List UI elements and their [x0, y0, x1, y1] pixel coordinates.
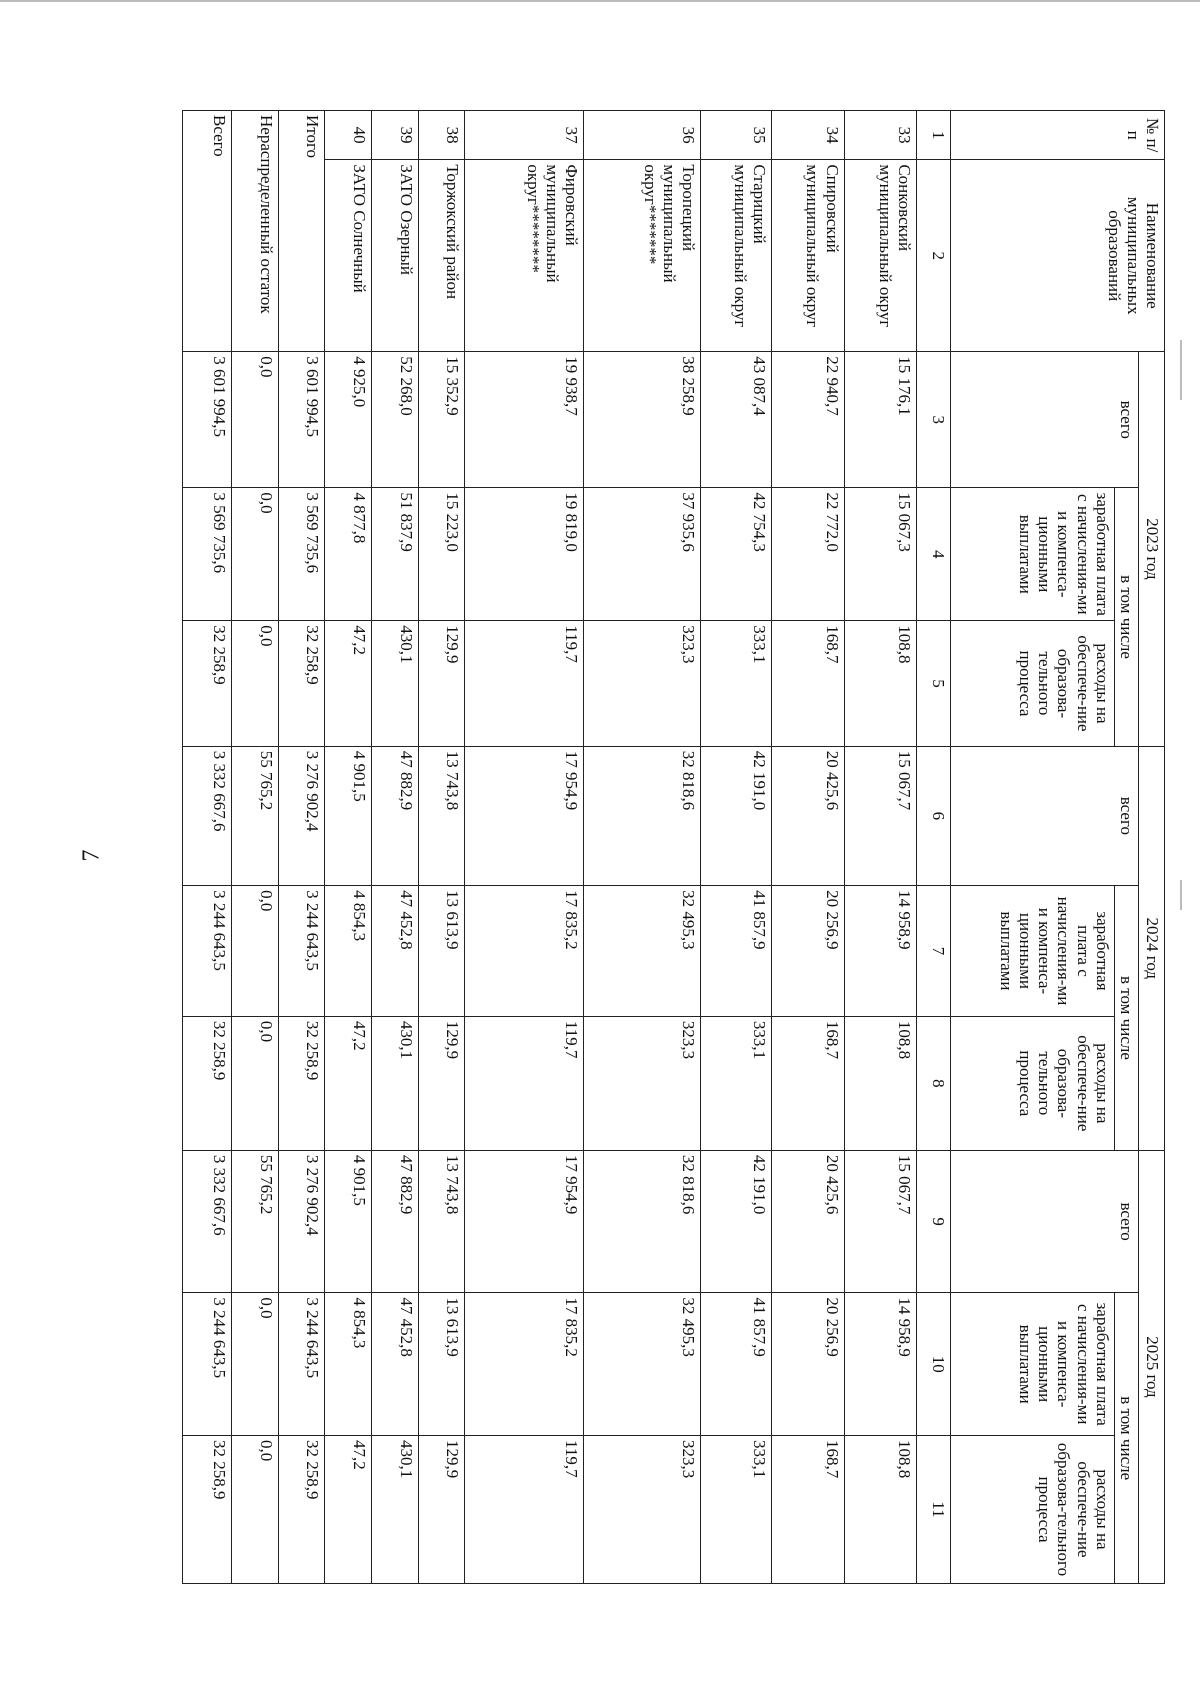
- summary-row: [183, 111, 232, 1584]
- cell-expenses-2025: 129,9: [418, 1435, 465, 1583]
- cell-total-2025: 47 882,9: [372, 1150, 419, 1293]
- cell-salary-2024: 14 958,9: [844, 886, 917, 1017]
- cell-expenses-2025: 430,1: [372, 1435, 419, 1583]
- header-total-2024: всего: [950, 746, 1138, 885]
- summary-label: Итого: [278, 111, 325, 352]
- column-number: 7: [917, 886, 951, 1017]
- cell-salary-2023: 22 772,0: [772, 488, 845, 621]
- cell-expenses-2024: 333,1: [700, 1016, 771, 1150]
- cell-salary-2024: 13 613,9: [418, 886, 465, 1017]
- cell-total-2025: 20 425,6: [772, 1150, 845, 1293]
- column-number: 3: [917, 352, 951, 488]
- cell-expenses-2024: 32 258,9: [183, 1016, 232, 1150]
- cell-expenses-2025: 333,1: [700, 1435, 771, 1583]
- cell-total-2023: 3 601 994,5: [183, 352, 232, 488]
- cell-salary-2023: 3 569 735,6: [183, 488, 232, 621]
- cell-total-2024: 15 067,7: [844, 746, 917, 885]
- cell-expenses-2025: 32 258,9: [183, 1435, 232, 1583]
- cell-total-2024: 55 765,2: [232, 746, 279, 885]
- column-number: 1: [917, 111, 951, 160]
- header-year-2024: 2024 год: [1139, 746, 1165, 1150]
- summary-label: Нераспределенный остаток: [232, 111, 279, 352]
- cell-salary-2024: 17 835,2: [465, 886, 584, 1017]
- cell-expenses-2023: 129,9: [418, 621, 465, 746]
- cell-total-2024: 42 191,0: [700, 746, 771, 885]
- cell-salary-2023: 15 223,0: [418, 488, 465, 621]
- cell-expenses-2023: 47,2: [325, 621, 372, 746]
- cell-expenses-2023: 119,7: [465, 621, 584, 746]
- table-row: [700, 111, 771, 1584]
- cell-expenses-2023: 430,1: [372, 621, 419, 746]
- cell-expenses-2025: 323,3: [584, 1435, 701, 1583]
- scan-border-top: [0, 0, 1200, 2]
- cell-expenses-2024: 119,7: [465, 1016, 584, 1150]
- cell-total-2025: 42 191,0: [700, 1150, 771, 1293]
- cell-salary-2024: 41 857,9: [700, 886, 771, 1017]
- column-number: 11: [917, 1435, 951, 1583]
- header-salary-2023: заработная плата с начисления-ми и компенса-ционными выплатами: [950, 488, 1114, 621]
- cell-expenses-2023: 32 258,9: [278, 621, 325, 746]
- row-num: 35: [700, 111, 771, 160]
- row-name: ЗАТО Озерный: [372, 160, 419, 352]
- cell-salary-2024: 3 244 643,5: [278, 886, 325, 1017]
- scan-mark-right: [1180, 340, 1182, 400]
- cell-expenses-2023: 108,8: [844, 621, 917, 746]
- cell-total-2023: 15 352,9: [418, 352, 465, 488]
- summary-row: [232, 111, 279, 1584]
- cell-total-2023: 4 925,0: [325, 352, 372, 488]
- cell-salary-2024: 47 452,8: [372, 886, 419, 1017]
- header-name: Наименование муниципальных образований: [950, 160, 1164, 352]
- row-name: Торопецкий муниципальный округ*******: [584, 160, 701, 352]
- cell-expenses-2024: 129,9: [418, 1016, 465, 1150]
- cell-total-2025: 55 765,2: [232, 1150, 279, 1293]
- budget-table: [182, 110, 1165, 1584]
- cell-total-2023: 52 268,0: [372, 352, 419, 488]
- column-number: 8: [917, 1016, 951, 1150]
- column-number: 10: [917, 1293, 951, 1436]
- cell-total-2023: 22 940,7: [772, 352, 845, 488]
- header-incl-2025: в том числе: [1114, 1293, 1138, 1584]
- cell-total-2024: 4 901,5: [325, 746, 372, 885]
- row-num: 39: [372, 111, 419, 160]
- cell-total-2023: 3 601 994,5: [278, 352, 325, 488]
- cell-salary-2023: 15 067,3: [844, 488, 917, 621]
- table-row: [325, 111, 372, 1584]
- cell-salary-2024: 20 256,9: [772, 886, 845, 1017]
- cell-salary-2025: 47 452,8: [372, 1293, 419, 1436]
- cell-salary-2025: 17 835,2: [465, 1293, 584, 1436]
- row-name: Спировский муниципальный округ: [772, 160, 845, 352]
- header-total-2025: всего: [950, 1150, 1138, 1293]
- row-num: 37: [465, 111, 584, 160]
- header-incl-2024: в том числе: [1114, 886, 1138, 1151]
- rotated-table-wrapper: [182, 110, 1165, 1584]
- cell-salary-2024: 4 854,3: [325, 886, 372, 1017]
- cell-expenses-2023: 32 258,9: [183, 621, 232, 746]
- cell-expenses-2023: 0,0: [232, 621, 279, 746]
- cell-expenses-2024: 323,3: [584, 1016, 701, 1150]
- row-name: Старицкий муниципальный округ: [700, 160, 771, 352]
- header-total-2023: всего: [950, 352, 1138, 488]
- page-number: 7: [78, 849, 105, 862]
- cell-salary-2023: 4 877,8: [325, 488, 372, 621]
- cell-total-2024: 20 425,6: [772, 746, 845, 885]
- cell-expenses-2024: 430,1: [372, 1016, 419, 1150]
- table-row: [465, 111, 584, 1584]
- row-name: Фировский муниципальный округ********: [465, 160, 584, 352]
- row-num: 36: [584, 111, 701, 160]
- cell-total-2025: 3 276 902,4: [278, 1150, 325, 1293]
- cell-expenses-2024: 108,8: [844, 1016, 917, 1150]
- cell-expenses-2023: 333,1: [700, 621, 771, 746]
- cell-total-2024: 3 332 667,6: [183, 746, 232, 885]
- cell-salary-2023: 42 754,3: [700, 488, 771, 621]
- cell-total-2025: 32 818,6: [584, 1150, 701, 1293]
- header-year-2025: 2025 год: [1139, 1150, 1165, 1583]
- column-number: 5: [917, 621, 951, 746]
- cell-total-2025: 4 901,5: [325, 1150, 372, 1293]
- column-number: 6: [917, 746, 951, 885]
- cell-salary-2023: 19 819,0: [465, 488, 584, 621]
- cell-total-2024: 13 743,8: [418, 746, 465, 885]
- header-expenses-2024: расходы на обеспече-ние образова-тельного процесса: [950, 1016, 1114, 1150]
- cell-salary-2025: 41 857,9: [700, 1293, 771, 1436]
- table-row: [418, 111, 465, 1584]
- header-num: № п/п: [950, 111, 1164, 160]
- cell-total-2025: 3 332 667,6: [183, 1150, 232, 1293]
- cell-total-2025: 15 067,7: [844, 1150, 917, 1293]
- cell-expenses-2025: 119,7: [465, 1435, 584, 1583]
- row-name: ЗАТО Солнечный: [325, 160, 372, 352]
- table-row: [772, 111, 845, 1584]
- cell-total-2023: 19 938,7: [465, 352, 584, 488]
- cell-salary-2025: 32 495,3: [584, 1293, 701, 1436]
- header-year-2023: 2023 год: [1139, 352, 1165, 747]
- cell-total-2024: 47 882,9: [372, 746, 419, 885]
- cell-salary-2024: 3 244 643,5: [183, 886, 232, 1017]
- cell-expenses-2024: 32 258,9: [278, 1016, 325, 1150]
- cell-salary-2023: 37 935,6: [584, 488, 701, 621]
- summary-row: [278, 111, 325, 1584]
- cell-expenses-2025: 32 258,9: [278, 1435, 325, 1583]
- cell-total-2024: 3 276 902,4: [278, 746, 325, 885]
- cell-expenses-2023: 168,7: [772, 621, 845, 746]
- cell-expenses-2025: 0,0: [232, 1435, 279, 1583]
- cell-total-2023: 38 258,9: [584, 352, 701, 488]
- table-row: [844, 111, 917, 1584]
- cell-salary-2025: 14 958,9: [844, 1293, 917, 1436]
- row-name: Торжокский район: [418, 160, 465, 352]
- cell-expenses-2024: 47,2: [325, 1016, 372, 1150]
- cell-total-2023: 0,0: [232, 352, 279, 488]
- column-number: 4: [917, 488, 951, 621]
- row-num: 34: [772, 111, 845, 160]
- cell-salary-2025: 3 244 643,5: [278, 1293, 325, 1436]
- cell-total-2023: 43 087,4: [700, 352, 771, 488]
- cell-salary-2023: 0,0: [232, 488, 279, 621]
- row-num: 33: [844, 111, 917, 160]
- cell-expenses-2025: 47,2: [325, 1435, 372, 1583]
- cell-salary-2025: 3 244 643,5: [183, 1293, 232, 1436]
- cell-salary-2024: 32 495,3: [584, 886, 701, 1017]
- cell-expenses-2025: 108,8: [844, 1435, 917, 1583]
- header-expenses-2025: расходы на обеспече-ние образова-тельного процесса: [950, 1435, 1114, 1583]
- cell-expenses-2024: 0,0: [232, 1016, 279, 1150]
- row-num: 40: [325, 111, 372, 160]
- cell-expenses-2023: 323,3: [584, 621, 701, 746]
- cell-total-2024: 32 818,6: [584, 746, 701, 885]
- summary-label: Всего: [183, 111, 232, 352]
- table-row: [372, 111, 419, 1584]
- row-num: 38: [418, 111, 465, 160]
- cell-total-2024: 17 954,9: [465, 746, 584, 885]
- cell-total-2025: 17 954,9: [465, 1150, 584, 1293]
- table-row: [584, 111, 701, 1584]
- cell-expenses-2025: 168,7: [772, 1435, 845, 1583]
- column-number: 9: [917, 1150, 951, 1293]
- header-incl-2023: в том числе: [1114, 488, 1138, 746]
- cell-salary-2023: 51 837,9: [372, 488, 419, 621]
- cell-salary-2024: 0,0: [232, 886, 279, 1017]
- header-salary-2025: заработная плата с начисления-ми и компенса-ционными выплатами: [950, 1293, 1114, 1436]
- header-salary-2024: заработная плата с начисления-ми и компенса-ционными выплатами: [950, 886, 1114, 1017]
- cell-total-2025: 13 743,8: [418, 1150, 465, 1293]
- cell-salary-2025: 4 854,3: [325, 1293, 372, 1436]
- cell-total-2023: 15 176,1: [844, 352, 917, 488]
- column-number: 2: [917, 160, 951, 352]
- cell-salary-2025: 13 613,9: [418, 1293, 465, 1436]
- cell-salary-2025: 0,0: [232, 1293, 279, 1436]
- header-expenses-2023: расходы на обеспече-ние образова-тельного процесса: [950, 621, 1114, 746]
- row-name: Сонковский муниципальный округ: [844, 160, 917, 352]
- cell-salary-2023: 3 569 735,6: [278, 488, 325, 621]
- cell-salary-2025: 20 256,9: [772, 1293, 845, 1436]
- cell-expenses-2024: 168,7: [772, 1016, 845, 1150]
- scan-mark-right-2: [1180, 880, 1182, 910]
